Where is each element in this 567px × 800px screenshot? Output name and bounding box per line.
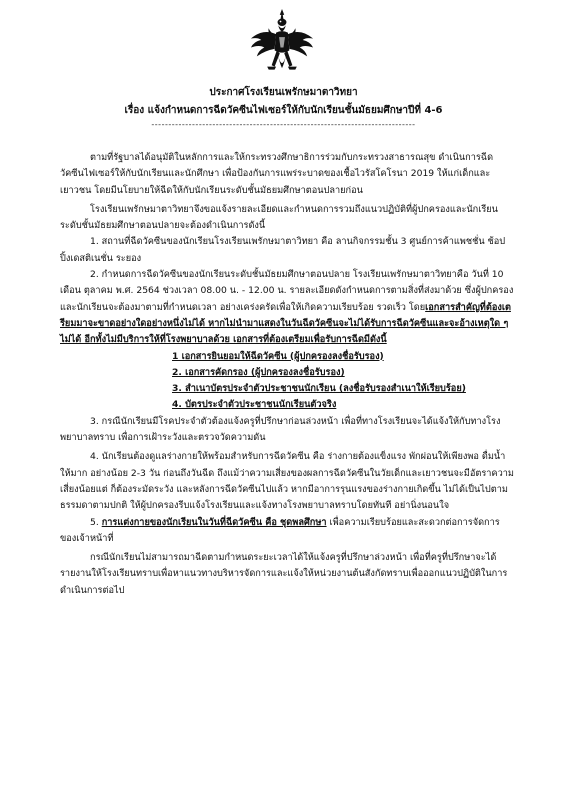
item-2-required-docs-notice: เอกสารสำคัญที่ต้องเตรียมมาจะขาดอย่างใดอย่างหนึ่งไม่ได้ หากไม่นำมาแสดงในวันฉีดวัคซีนจะไม่ได้รับการฉีดวัคซีนและจะอ้างเหตุใด ๆ ไม่ได้ อีกทั้งไม่มีบริการให้ที่โรงพยาบาลด้วย เอกสารที่ต้องเตรียมเพื่อรับการฉีดมีดังนี้ [60,301,511,346]
document-item: 3. สำเนาบัตรประจำตัวประชาชนนักเรียน (ลงชื่อรับรองสำเนาให้เรียบร้อย) [172,383,466,395]
item-4-health-preparation: 4. นักเรียนต้องดูแลร่างกายให้พร้อมสำหรับการฉีดวัคซีน คือ ร่างกายต้องแข็งแรง พักผ่อนให้เพียงพอ ดื่มน้ำให้มาก อย่างน้อย 2-3 วัน ก่อนถึงวันฉีด ถึงแม้ว่าความเสี่ยงของผลการฉีดวัคซีนในวัยเด็กและเยาวชนจะมีอัตราความเสี่ยงน้อยแต่ ก็ต้องระมัดระวัง และหลังการฉีดวัคซีนไปแล้ว หากมีอาการรุนแรงของร่างกายเกิดขึ้น ไม่ได้เป็นไปตามธรรมดาตามปกติ ให้ผู้ปกครองรีบแจ้งโรงเรียนและแจ้งทางโรงพยาบาลทราบโดยทันที อย่านิ่งนอนใจ [60,451,514,512]
item-5-number: 5. [90,516,102,528]
item-2-schedule [60,267,515,348]
item-5-dress-code [60,515,515,548]
garuda-emblem-icon [245,6,319,80]
closing-paragraph: กรณีนักเรียนไม่สามารถมาฉีดตามกำหนดระยะเวลาได้ให้แจ้งครูที่ปรึกษาล่วงหน้า เพื่อที่ครูที่ปรึกษาจะได้รายงานให้โรงเรียนทราบเพื่อหาแนวทางบริหารจัดการและแจ้งให้หน่วยงานต้นสังกัดทราบเพื่อออกแนวปฏิบัติในการดำเนินการต่อไป [60,552,508,596]
item-5-rest: เพื่อความเรียบร้อยและสะดวกต่อการจัดการของเจ้าหน้าที่ [60,516,500,544]
item-3-medical-condition: 3. กรณีนักเรียนมีโรคประจำตัวต้องแจ้งครูที่ปรึกษาก่อนล่วงหน้า เพื่อที่ทางโรงเรียนจะได้แจ้งให้กับทางโรงพยาบาลทราบ เพื่อการเฝ้าระวังและตรวจวัดความดัน [60,415,501,444]
intro-paragraph-1: ตามที่รัฐบาลได้อนุมัติในหลักการและให้กระทรวงศึกษาธิการร่วมกับกระทรวงสาธารณสุข ดำเนินการฉีดวัคซีนไฟเซอร์ให้กับนักเรียนและนักศึกษา เพื่อป้องกันการแพร่ระบาดของเชื้อไวรัสโคโรนา 2019 ให้แก่เด็กและเยาวชน โดยมีนโยบายให้ฉีดให้กับนักเรียนระดับชั้นมัธยมศึกษาตอนปลายก่อน [60,152,494,196]
required-documents-list [60,349,515,414]
item-1-location: 1. สถานที่ฉีดวัคซีนของนักเรียนโรงเรียนเพรักษมาตาวิทยา คือ ลานกิจกรรมชั้น 3 ศูนย์การค้าแพชชั่น ช้อปปิ้งเดสติเนชั่น ระยอง [60,236,506,264]
document-item: 2. เอกสารคัดกรอง (ผู้ปกครองลงชื่อรับรอง) [172,366,345,378]
intro-paragraph-2: โรงเรียนเพรักษมาตาวิทยาจึงขอแจ้งรายละเอียดและกำหนดการรวมถึงแนวปฏิบัติที่ผู้ปกครองและนักเรียนระดับชั้นมัธยมศึกษาตอนปลายจะต้องดำเนินการดังนี้ [60,203,498,232]
document-item: 1 เอกสารยินยอมให้ฉีดวัคซีน (ผู้ปกครองลงชื่อรับรอง) [172,350,384,362]
item-5-dress-highlight: การแต่งกายของนักเรียนในวันที่ฉีดวัคซีน คือ ชุดพลศึกษา [101,516,327,528]
item-2-text: 2. กำหนดการฉีดวัคซีนของนักเรียนระดับชั้นมัธยมศึกษาตอนปลาย โรงเรียนเพรักษมาตาวิทยาคือ วันที่ 10 เดือน ตุลาคม พ.ศ. 2564 ช่วงเวลา 08.00 น. - 12.00 น. รายละเอียดดังกำหนดการตามสิ่งที่ส่งมาด้วย ซึ่งผู้ปกครองและนักเรียนจะต้องมาตามที่กำหนดเวลา อย่างเคร่งครัดเพื่อให้เกิดความเรียบร้อย รวดเร็ว โดย [60,269,514,313]
announcement-subject: เรื่อง แจ้งกำหนดการฉีดวัคซีนไฟเซอร์ให้กับนักเรียนชั้นมัธยมศึกษาปีที่ 4-6 [124,105,443,116]
divider-line: ------------------------------------------------------------------------------ [151,120,416,129]
document-item: 4. บัตรประจำตัวประชาชนนักเรียนตัวจริง [172,399,337,411]
announcement-title: ประกาศโรงเรียนเพรักษมาตาวิทยา [209,87,358,98]
document-body [60,150,515,599]
